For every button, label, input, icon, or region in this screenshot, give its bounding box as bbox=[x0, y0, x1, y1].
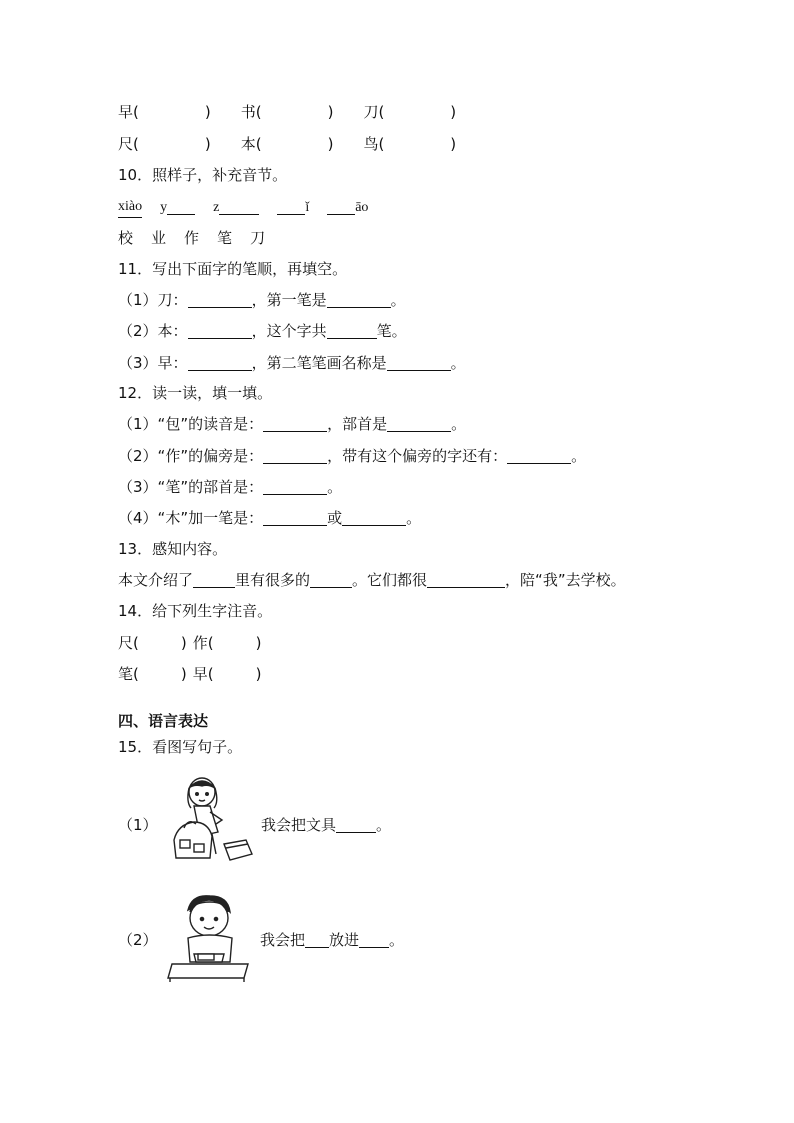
blank[interactable] bbox=[188, 356, 252, 371]
blank[interactable] bbox=[336, 818, 376, 833]
char: 校 bbox=[118, 229, 134, 247]
item-text: “木”加一笔是： bbox=[157, 509, 264, 527]
blank[interactable] bbox=[263, 511, 327, 526]
char-label: 鸟( bbox=[363, 135, 385, 153]
paren-close: ) bbox=[327, 135, 334, 153]
q15-item-2-number: （2） bbox=[118, 931, 158, 949]
paren-close: ) bbox=[450, 103, 457, 121]
item-char: 刀： bbox=[157, 291, 188, 309]
paren-close: ) bbox=[204, 135, 211, 153]
blank[interactable] bbox=[387, 417, 451, 432]
pinyin-item: ǐ bbox=[305, 199, 310, 215]
blank[interactable] bbox=[387, 356, 451, 371]
item-text: ，第二笔笔画名称是 bbox=[251, 354, 387, 372]
item-text: 或 bbox=[327, 509, 343, 527]
blank[interactable] bbox=[219, 200, 259, 215]
item-char: 本： bbox=[157, 322, 188, 340]
char: 作 bbox=[184, 229, 200, 247]
blank[interactable] bbox=[427, 573, 505, 588]
paren-close: ) bbox=[450, 135, 457, 153]
char-label: 早( bbox=[118, 103, 139, 121]
char-label: 书( bbox=[240, 103, 262, 121]
q12-item-2 bbox=[118, 446, 586, 466]
paren-close: ) bbox=[180, 665, 187, 683]
question-12-title: 12．读一读，填一填。 bbox=[118, 384, 273, 402]
q11-item-3 bbox=[118, 353, 466, 373]
sentence-part: 我会把 bbox=[260, 931, 306, 949]
paren-close: ) bbox=[327, 103, 334, 121]
blank[interactable] bbox=[359, 933, 389, 948]
q15-item-1-number: （1） bbox=[118, 816, 158, 834]
chars-row bbox=[118, 228, 265, 248]
char-label: 本( bbox=[240, 135, 262, 153]
char-label: 刀( bbox=[363, 103, 385, 121]
q15-sentence-2 bbox=[260, 930, 404, 950]
pinyin-item: y bbox=[160, 199, 168, 215]
q14-row-2 bbox=[118, 664, 261, 684]
blank[interactable] bbox=[327, 200, 355, 215]
char: 笔 bbox=[217, 229, 233, 247]
item-text: ，部首是 bbox=[327, 415, 388, 433]
blank[interactable] bbox=[310, 573, 352, 588]
blank[interactable] bbox=[342, 511, 406, 526]
pinyin-item: āo bbox=[355, 199, 369, 215]
item-end: 。 bbox=[450, 354, 466, 372]
q12-item-4 bbox=[118, 508, 421, 528]
sentence-part: 本文介绍了 bbox=[118, 571, 194, 589]
item-char: 早： bbox=[157, 354, 188, 372]
sentence-part: ，陪“我”去学校。 bbox=[505, 571, 626, 589]
pinyin-item: z bbox=[213, 199, 220, 215]
blank[interactable] bbox=[277, 200, 305, 215]
question-11-title: 11．写出下面字的笔顺，再填空。 bbox=[118, 260, 348, 278]
item-text: ，带有这个偏旁的字还有： bbox=[327, 447, 508, 465]
item-number: （2） bbox=[118, 322, 158, 340]
paren-close: ) bbox=[204, 103, 211, 121]
item-number: （2） bbox=[118, 447, 158, 465]
paren-close: ) bbox=[180, 634, 187, 652]
paren-close: ) bbox=[255, 665, 262, 683]
section-4-heading: 四、语言表达 bbox=[118, 712, 209, 730]
item-end: 。 bbox=[327, 478, 343, 496]
boy-at-desk-picture bbox=[164, 892, 256, 984]
blank[interactable] bbox=[188, 324, 252, 339]
sentence-part: 。 bbox=[376, 816, 392, 834]
blank[interactable] bbox=[167, 200, 195, 215]
sentence-part: 放进 bbox=[329, 931, 360, 949]
question-13-title: 13．感知内容。 bbox=[118, 540, 228, 558]
q11-item-1 bbox=[118, 290, 406, 310]
item-end: 笔。 bbox=[376, 322, 407, 340]
item-number: （3） bbox=[118, 354, 158, 372]
char-row-1 bbox=[118, 102, 456, 122]
item-text: ，第一笔是 bbox=[251, 291, 327, 309]
item-number: （1） bbox=[118, 415, 158, 433]
pinyin-row bbox=[118, 197, 368, 218]
char-label: 早( bbox=[192, 665, 214, 683]
char-label: 笔( bbox=[118, 665, 139, 683]
item-end: 。 bbox=[406, 509, 422, 527]
item-text: ，这个字共 bbox=[251, 322, 327, 340]
item-end: 。 bbox=[571, 447, 587, 465]
item-number: （4） bbox=[118, 509, 158, 527]
char-label: 尺( bbox=[118, 135, 139, 153]
q11-item-2 bbox=[118, 321, 407, 341]
sentence-part: 。 bbox=[389, 931, 405, 949]
item-text: “包”的读音是： bbox=[157, 415, 264, 433]
pinyin-example: xiào bbox=[118, 197, 142, 218]
blank[interactable] bbox=[305, 933, 329, 948]
item-text: “笔”的部首是： bbox=[157, 478, 264, 496]
q15-sentence-1 bbox=[261, 815, 391, 835]
item-number: （1） bbox=[118, 291, 158, 309]
paren-close: ) bbox=[255, 634, 262, 652]
sentence-part: 。它们都很 bbox=[352, 571, 428, 589]
q12-item-3 bbox=[118, 477, 342, 497]
question-10-title: 10．照样子，补充音节。 bbox=[118, 166, 288, 184]
blank[interactable] bbox=[327, 324, 377, 339]
char: 业 bbox=[151, 229, 167, 247]
item-number: （3） bbox=[118, 478, 158, 496]
blank[interactable] bbox=[507, 449, 571, 464]
blank[interactable] bbox=[263, 480, 327, 495]
blank[interactable] bbox=[263, 449, 327, 464]
blank[interactable] bbox=[327, 293, 391, 308]
item-end: 。 bbox=[451, 415, 467, 433]
item-end: 。 bbox=[390, 291, 406, 309]
char-label: 作( bbox=[192, 634, 214, 652]
q13-sentence bbox=[118, 570, 626, 590]
question-15-title: 15．看图写句子。 bbox=[118, 738, 243, 756]
char-label: 尺( bbox=[118, 634, 139, 652]
girl-packing-bag-picture bbox=[164, 774, 256, 866]
item-text: “作”的偏旁是： bbox=[157, 447, 264, 465]
blank[interactable] bbox=[193, 573, 235, 588]
q12-item-1 bbox=[118, 414, 466, 434]
char: 刀 bbox=[250, 229, 266, 247]
blank[interactable] bbox=[263, 417, 327, 432]
char-row-2 bbox=[118, 134, 456, 154]
sentence-part: 里有很多的 bbox=[235, 571, 311, 589]
question-14-title: 14．给下列生字注音。 bbox=[118, 602, 273, 620]
sentence-part: 我会把文具 bbox=[261, 816, 337, 834]
q14-row-1 bbox=[118, 633, 261, 653]
blank[interactable] bbox=[188, 293, 252, 308]
